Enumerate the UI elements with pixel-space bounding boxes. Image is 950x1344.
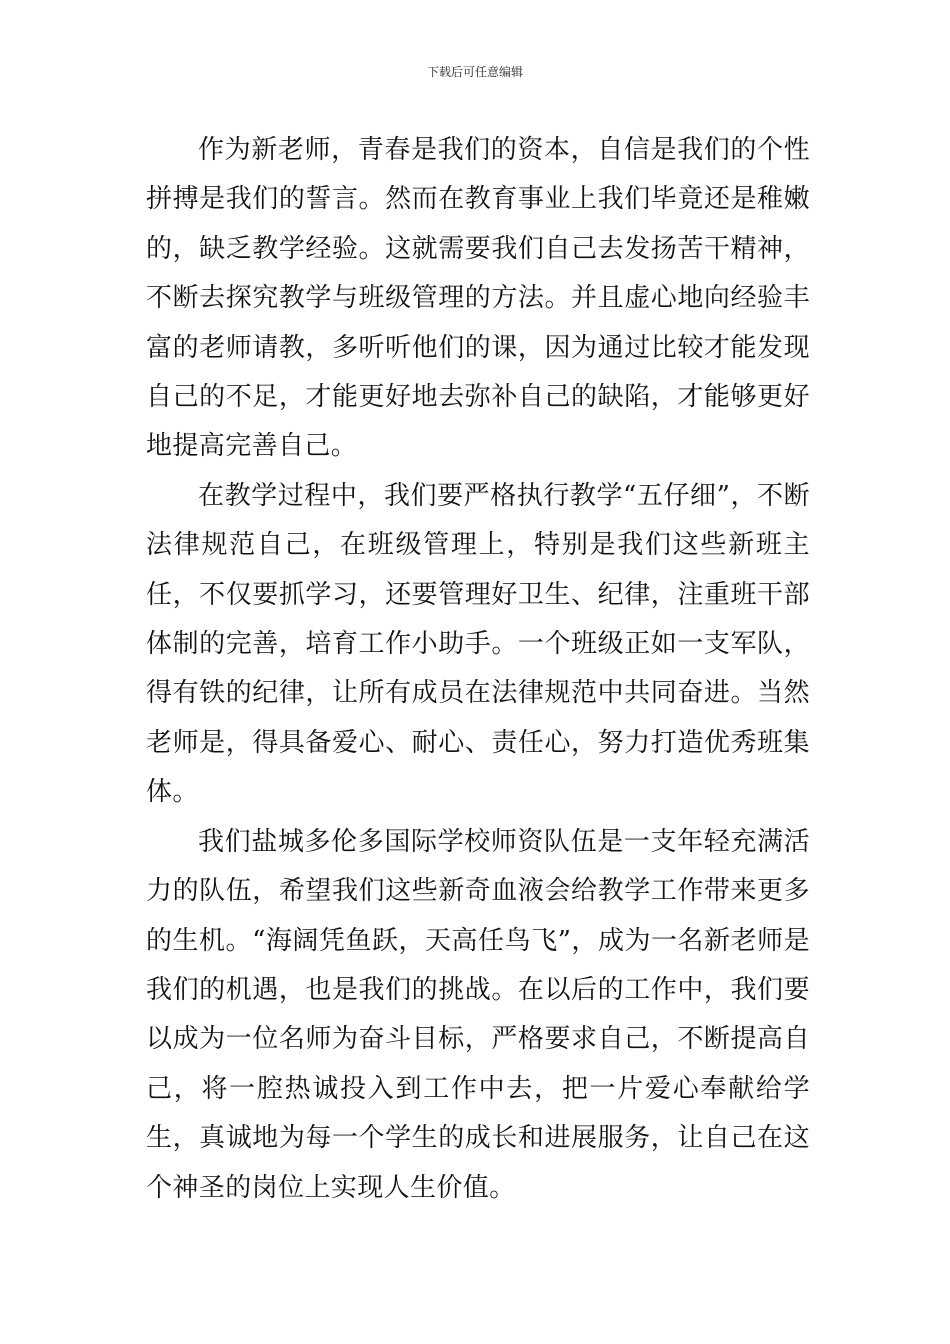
page-header: 下载后可任意编辑 bbox=[426, 65, 523, 79]
paragraph-2: 在教学过程中，我们要严格执行教学“五仔细”，不断法律规范自己，在班级管理上，特别是我们这些新班主任，不仅要抓学习，还要管理好卫生、纪律，注重班干部体制的完善，培育工作小助手。一个班级正如一支军队，得有铁的纪律，让所有成员在法律规范中共同奋进。当然老师是，得具备爱心、耐心、责任心，努力打造优秀班集体。 bbox=[146, 480, 810, 808]
document-body bbox=[146, 126, 810, 1213]
paragraph-3: 我们盐城多伦多国际学校师资队伍是一支年轻充满活力的队伍，希望我们这些新奇血液会给教学工作带来更多的生机。“海阔凭鱼跃，天高任鸟飞”，成为一名新老师是我们的机遇，也是我们的挑战。在以后的工作中，我们要以成为一位名师为奋斗目标，严格要求自己，不断提高自己，将一腔热诚投入到工作中去，把一片爱心奉献给学生，真诚地为每一个学生的成长和进展服务，让自己在这个神圣的岗位上实现人生价值。 bbox=[146, 826, 810, 1203]
paragraph-1: 作为新老师，青春是我们的资本，自信是我们的个性拼搏是我们的誓言。然而在教育事业上我们毕竟还是稚嫩的，缺乏教学经验。这就需要我们自己去发扬苦干精神，不断去探究教学与班级管理的方法。并且虚心地向经验丰富的老师请教，多听听他们的课，因为通过比较才能发现自己的不足，才能更好地去弥补自己的缺陷，才能够更好地提高完善自己。 bbox=[146, 135, 810, 462]
